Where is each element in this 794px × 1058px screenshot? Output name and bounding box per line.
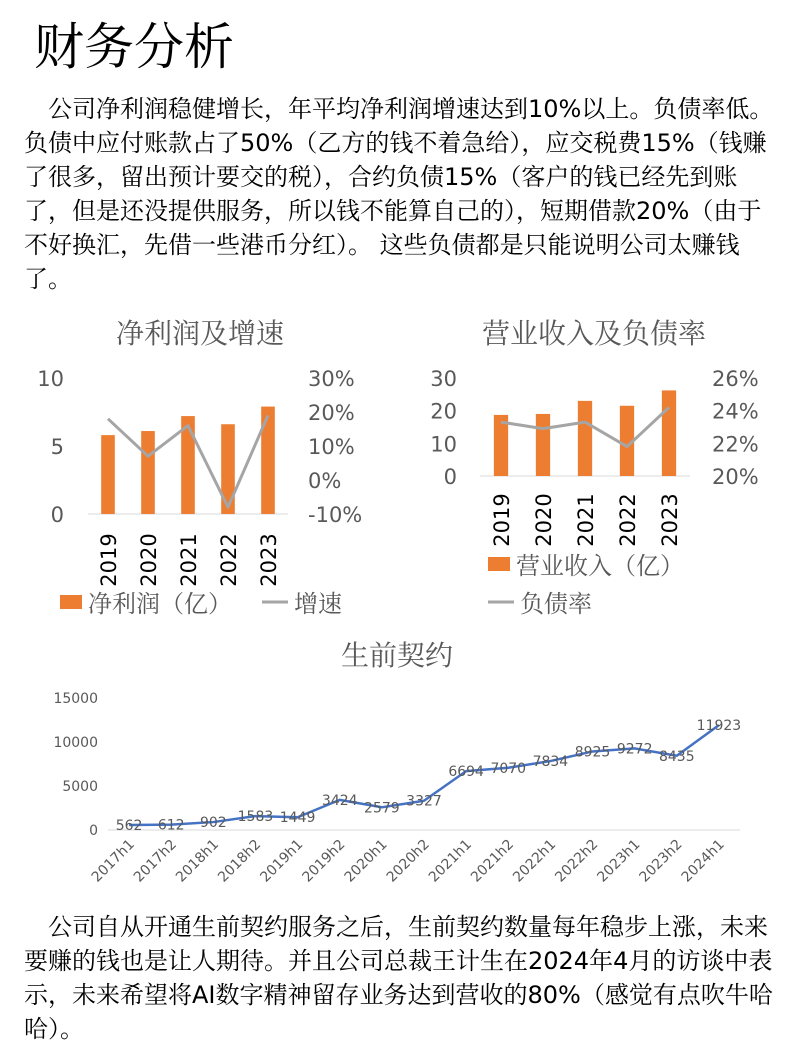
closing-paragraph: 公司自从开通生前契约服务之后，生前契约数量每年稳步上涨，未来要赚的钱也是让人期待。并且公司总裁王计生在2024年4月的访谈中表示，未来希望将AI数字精神留存业务达到营收的80%（感觉有点吹牛哈哈）。 [24,913,773,1043]
data-label: 7834 [532,754,569,771]
data-label: 3424 [321,792,358,809]
x-tick-label: 2024h1 [678,836,728,886]
x-tick-label: 2020 [532,493,556,547]
y-right-tick-label: 22% [712,432,759,457]
y-tick-label: 15000 [53,691,98,707]
y-right-tick-label: 26% [712,367,759,391]
bar [101,435,115,514]
y-right-tick-label: 24% [712,399,759,424]
x-tick-label: 2019h1 [257,836,307,886]
data-label: 612 [157,817,185,834]
y-left-tick-label: 30 [430,367,457,391]
y-left-tick-label: 5 [50,435,64,459]
y-right-tick-label: 20% [308,401,355,425]
intro-paragraph: 公司净利润稳健增长，年平均净利润增速达到10%以上。负债率低。负债中应付账款占了50%（乙方的钱不着急给），应交税费15%（钱赚了很多，留出预计要交的税），合约负债15%（客户的钱已经先到账了，但是还没提供服务，所以钱不能算自己的），短期借款20%（由于不好换汇，先借一些港币分红）。 这些负债都是只能说明公司太赚钱了。 [24,95,774,293]
x-tick-label: 2017h1 [88,836,138,886]
y-right-tick-label: 0% [308,469,342,493]
line-series [129,725,719,825]
x-tick-label: 2020h1 [341,836,391,886]
bar [536,414,550,476]
x-tick-label: 2023h2 [636,836,686,886]
x-tick-label: 2020h2 [383,836,433,886]
data-label: 1449 [279,810,316,827]
y-tick-label: 0 [89,823,98,839]
data-label: 8435 [658,748,695,765]
y-tick-label: 10000 [53,735,98,751]
legend-label-line: 负债率 [520,590,592,618]
x-tick-label: 2018h2 [215,836,265,886]
y-right-tick-label: 20% [712,465,759,489]
legend-label-bar: 净利润（亿） [88,590,232,618]
y-left-tick-label: 10 [37,367,64,391]
data-label: 1583 [237,809,274,826]
y-left-tick-label: 10 [430,432,457,457]
chart-title: 生前契约 [340,639,454,672]
x-tick-label: 2021h1 [425,836,475,886]
x-tick-label: 2017h2 [130,836,181,886]
data-label: 902 [199,815,227,832]
x-tick-label: 2023 [658,493,682,547]
data-label: 8925 [574,744,611,761]
y-right-tick-label: 30% [308,367,355,391]
y-left-tick-label: 0 [443,465,457,489]
bar [578,401,592,476]
chart-title: 净利润及增速 [115,317,285,350]
data-label: 11923 [696,718,742,735]
y-left-tick-label: 20 [430,399,457,424]
x-tick-label: 2022h2 [552,836,602,886]
x-tick-label: 2021 [574,493,598,547]
x-tick-label: 2019 [97,533,121,587]
chart-title: 营业收入及负债率 [481,317,707,350]
data-label: 562 [115,818,143,835]
legend-label-bar: 营业收入（亿） [516,552,684,580]
x-tick-label: 2018h1 [173,836,223,886]
bar [662,390,676,476]
x-tick-label: 2022 [616,493,640,547]
x-tick-label: 2019 [490,493,514,547]
x-tick-label: 2023 [257,533,281,587]
x-tick-label: 2022 [217,533,241,587]
bar [141,431,155,514]
y-left-tick-label: 0 [50,503,64,527]
y-tick-label: 5000 [62,779,98,795]
data-label: 7070 [490,760,527,777]
data-label: 6694 [448,764,484,781]
x-tick-label: 2022h1 [510,836,560,886]
legend-label-line: 增速 [294,590,342,618]
page-title: 财务分析 [34,18,234,76]
legend-swatch-bar [60,595,82,609]
data-label: 2579 [364,800,400,817]
x-tick-label: 2023h1 [594,836,644,886]
x-tick-label: 2021h2 [468,836,518,886]
y-right-tick-label: 10% [308,435,355,459]
legend-swatch-bar [488,557,510,571]
x-tick-label: 2020 [137,533,161,587]
y-right-tick-label: -10% [308,503,363,527]
data-label: 3327 [406,793,442,810]
data-label: 9272 [616,741,653,758]
x-tick-label: 2019h2 [299,836,349,886]
x-tick-label: 2021 [177,533,201,587]
